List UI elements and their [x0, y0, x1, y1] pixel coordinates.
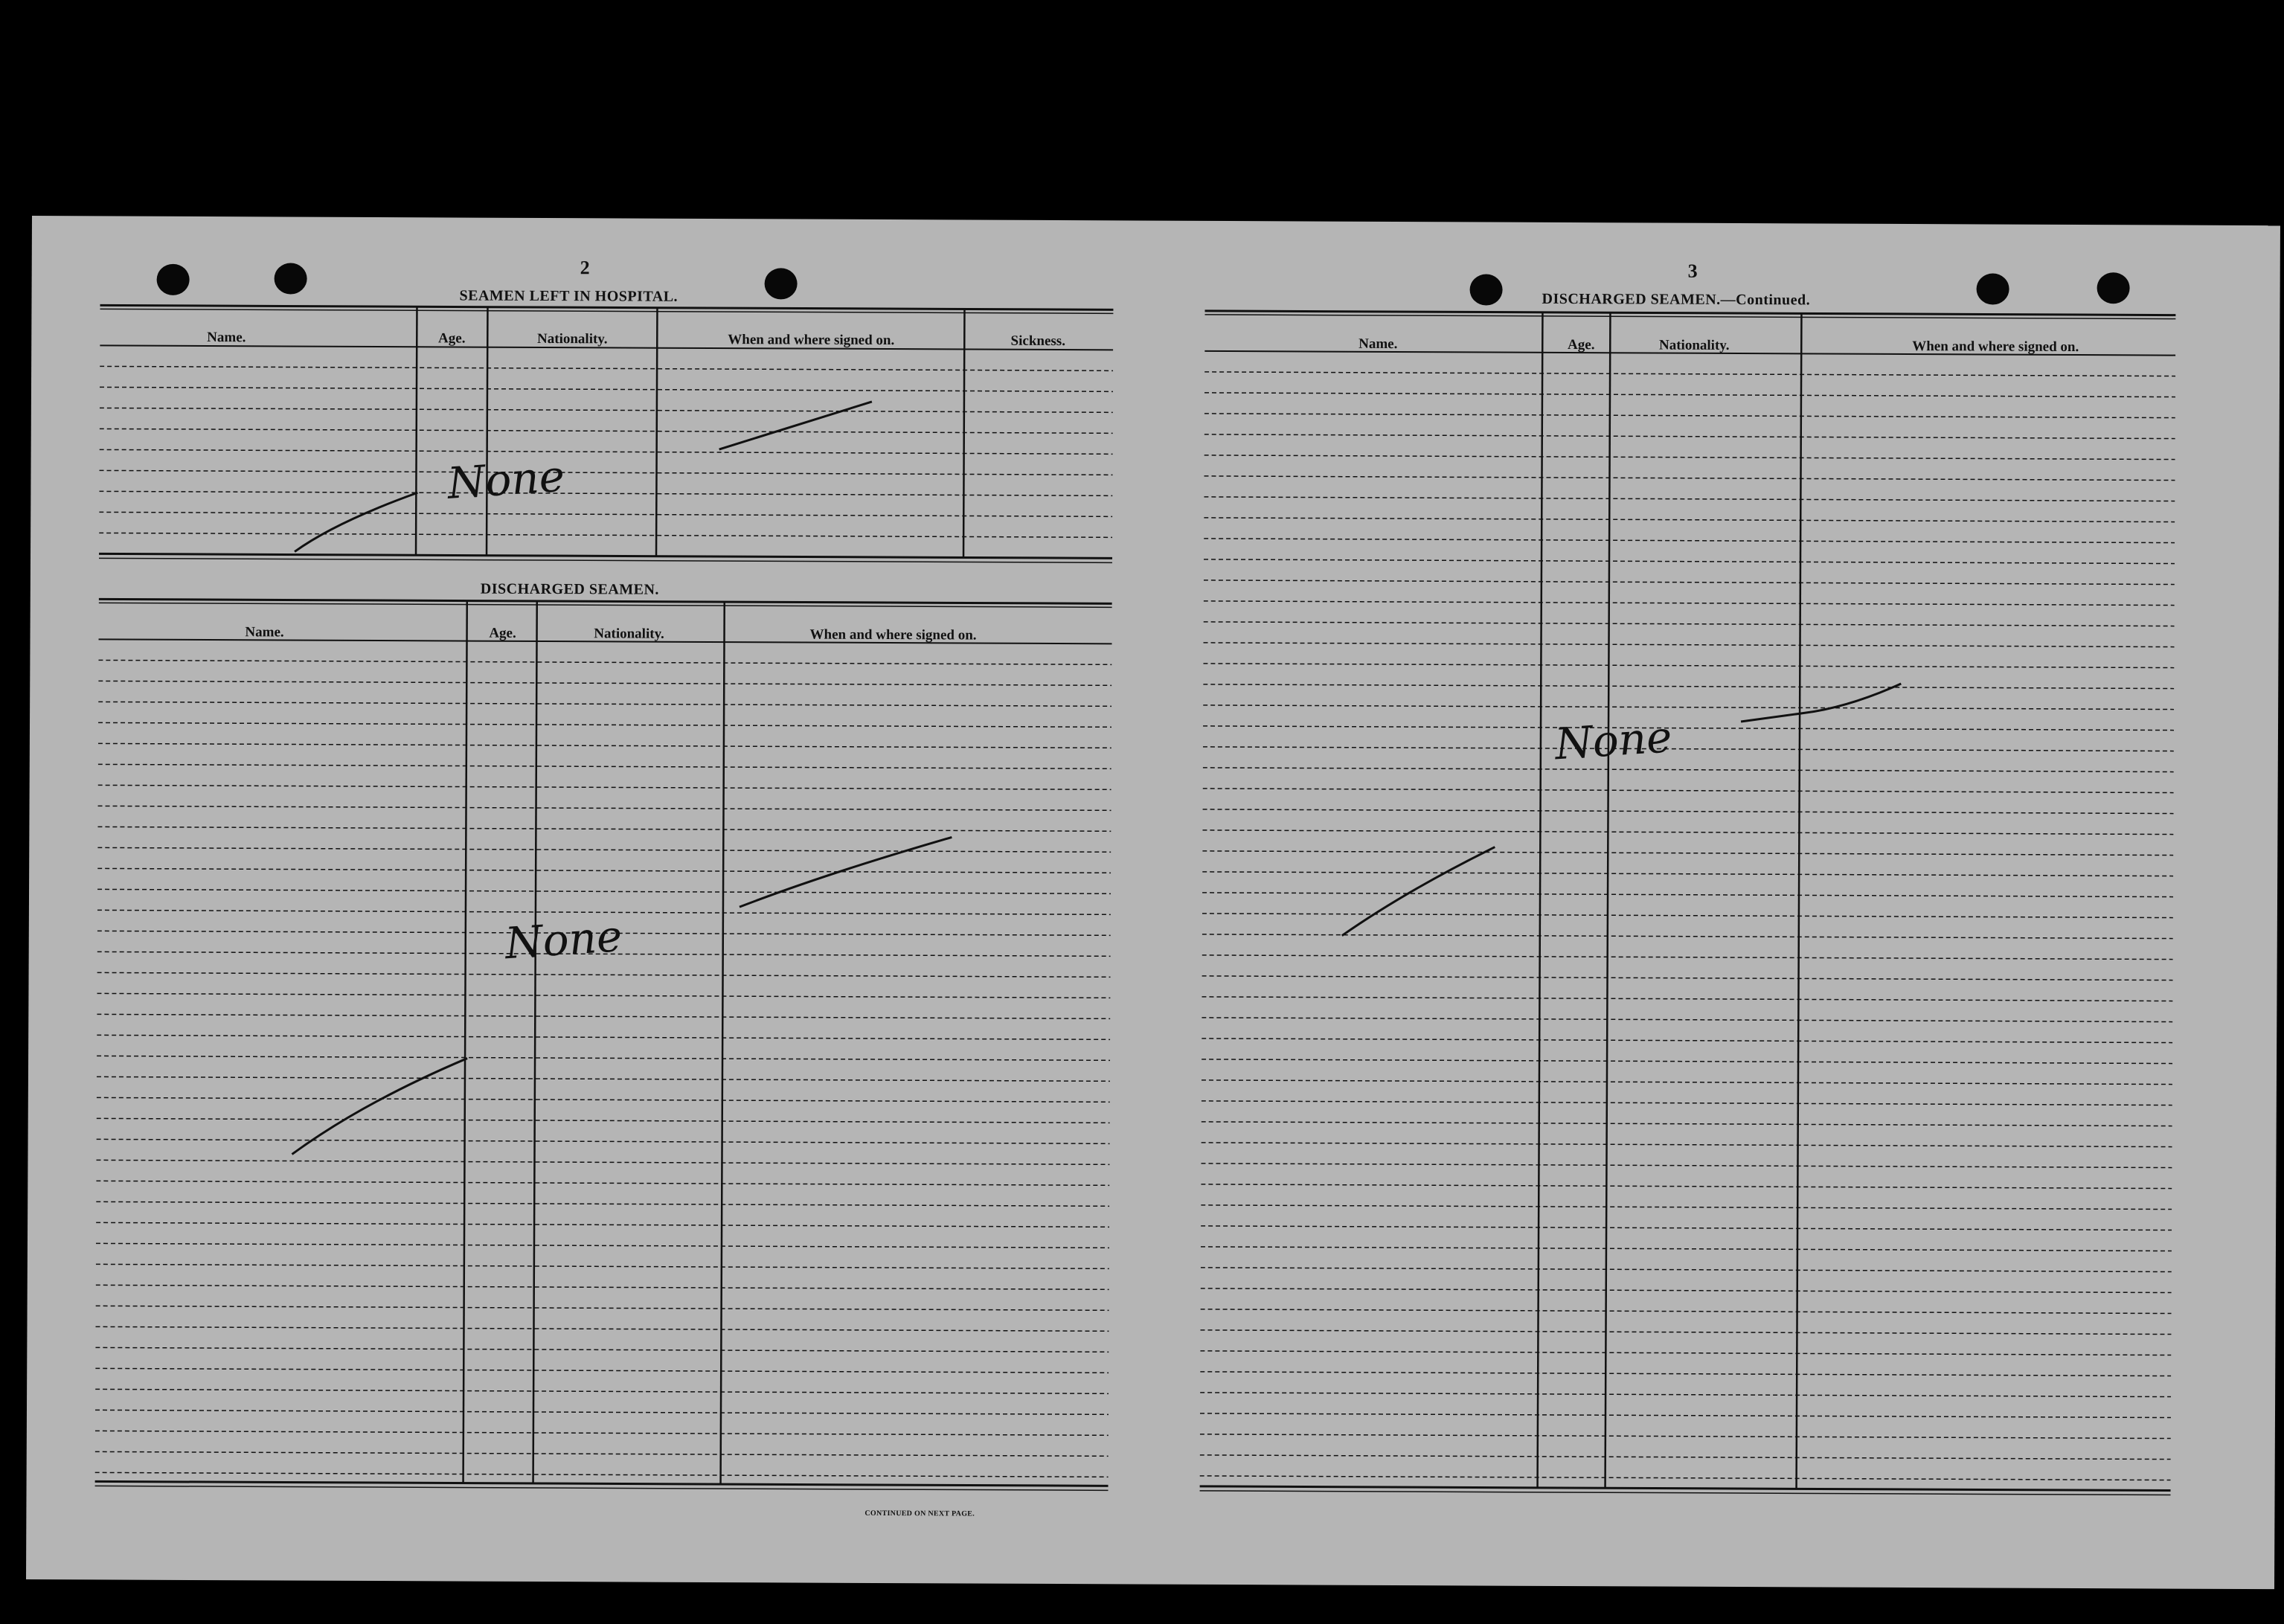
- ruling-line: [98, 660, 1111, 664]
- ruling-line: [1204, 601, 2175, 606]
- punch-hole: [275, 263, 307, 294]
- punch-hole: [2097, 272, 2130, 304]
- left-discharged-handwritten-none: None: [503, 911, 624, 969]
- ruling-line: [1203, 789, 2174, 793]
- ruling-line: [96, 1306, 1109, 1310]
- ruling-line: [96, 1285, 1109, 1289]
- ruling-line: [97, 1076, 1110, 1081]
- ruling-line: [97, 1097, 1110, 1102]
- page-number-left: 2: [580, 257, 590, 279]
- ruling-line: [1204, 622, 2175, 626]
- left-discharged-col-when-where: When and where signed on.: [809, 626, 977, 643]
- ruling-line: [1201, 1205, 2172, 1210]
- right-discharged-col-name: Name.: [1358, 336, 1398, 353]
- ruling-line: [1200, 1330, 2171, 1335]
- ruling-line: [98, 681, 1111, 685]
- ruling-line: [97, 972, 1111, 977]
- ruling-line: [95, 1389, 1109, 1393]
- ruling-line: [1201, 1184, 2172, 1189]
- left-discharged-cancel-mark-2: [288, 1050, 475, 1163]
- ruling-line: [1203, 747, 2174, 751]
- ruling-line: [1202, 1122, 2172, 1126]
- ruling-line: [95, 1368, 1109, 1373]
- hospital-cancel-mark-2: [716, 397, 879, 458]
- ruling-line: [1201, 1288, 2172, 1293]
- document-sheet: [26, 216, 2280, 1589]
- ruling-line: [1201, 1309, 2172, 1314]
- ruling-line: [1200, 1372, 2171, 1376]
- ruling-line: [1202, 1101, 2172, 1105]
- ruling-line: [95, 1347, 1109, 1352]
- ruling-line: [1201, 1164, 2172, 1168]
- ruling-line: [97, 1035, 1110, 1039]
- ruling-line: [1201, 1226, 2172, 1230]
- hospital-col-name: Name.: [207, 330, 246, 346]
- left-discharged-cancel-mark: [736, 832, 959, 915]
- ruling-line: [98, 764, 1111, 768]
- ruling-line: [95, 1472, 1109, 1477]
- right-discharged-handwritten-none: None: [1553, 711, 1674, 770]
- ruling-line: [1204, 539, 2175, 543]
- hospital-handwritten-none: None: [446, 450, 566, 509]
- ruling-line: [1201, 1247, 2172, 1251]
- hospital-table-title: SEAMEN LEFT IN HOSPITAL.: [459, 287, 679, 305]
- ruling-line: [1200, 1393, 2171, 1397]
- ruling-line: [1202, 976, 2173, 981]
- ruling-line: [95, 1431, 1109, 1435]
- ruling-line: [1204, 497, 2175, 501]
- ruling-line: [95, 1326, 1109, 1331]
- ruling-line: [98, 722, 1111, 727]
- ruling-line: [1203, 726, 2174, 731]
- punch-holes: [32, 216, 2280, 225]
- ruling-line: [1204, 476, 2175, 481]
- left-discharged-col-nationality: Nationality.: [594, 626, 664, 642]
- ruling-line: [96, 1160, 1109, 1164]
- hospital-col-age: Age.: [438, 330, 466, 347]
- right-discharged-col-when-where: When and where signed on.: [1912, 338, 2079, 356]
- punch-hole: [1977, 273, 2009, 304]
- left-discharged-table: [94, 597, 1111, 1505]
- hospital-col-nationality: Nationality.: [536, 330, 608, 347]
- ruling-line: [1204, 414, 2175, 418]
- ruling-line: [1202, 830, 2173, 835]
- ruling-line: [96, 1181, 1109, 1185]
- ruling-line: [1200, 1455, 2171, 1460]
- ruling-line: [1202, 955, 2173, 960]
- ruling-line: [95, 1410, 1109, 1414]
- ruling-line: [1202, 1080, 2172, 1085]
- ruling-line: [98, 702, 1111, 706]
- ruling-line: [1203, 684, 2174, 689]
- left-discharged-table-title: DISCHARGED SEAMEN.: [480, 580, 660, 598]
- ruling-line: [1203, 809, 2174, 814]
- ruling-line: [1202, 1143, 2172, 1147]
- ruling-line: [97, 827, 1111, 831]
- ruling-line: [1204, 580, 2175, 585]
- ruling-line: [1202, 1018, 2172, 1022]
- page-number-right: 3: [1687, 260, 1698, 282]
- ruling-line: [97, 1014, 1110, 1018]
- ruling-line: [1204, 643, 2175, 647]
- right-discharged-cancel-mark: [1737, 677, 1908, 730]
- ruling-line: [96, 1222, 1109, 1227]
- right-discharged-cancel-mark-2: [1338, 839, 1503, 944]
- ruling-line: [96, 1201, 1109, 1206]
- ruling-line: [1203, 664, 2174, 668]
- ruling-line: [1204, 434, 2175, 439]
- ruling-line: [1202, 1039, 2172, 1043]
- right-discharged-col-nationality: Nationality.: [1658, 337, 1730, 353]
- hospital-col-sickness: Sickness.: [1010, 333, 1066, 350]
- ruling-line: [1204, 372, 2175, 376]
- ruling-line: [98, 743, 1111, 748]
- ruling-line: [1200, 1351, 2171, 1355]
- ruling-line: [97, 993, 1110, 998]
- right-discharged-col-age: Age.: [1568, 337, 1595, 353]
- ruling-line: [1200, 1413, 2171, 1418]
- ruling-line: [1203, 705, 2174, 710]
- left-discharged-col-name: Name.: [245, 624, 284, 641]
- punch-hole: [1469, 274, 1502, 305]
- hospital-cancel-mark: [291, 485, 425, 560]
- ruling-line: [1200, 1434, 2171, 1439]
- ruling-line: [1204, 559, 2175, 564]
- ruling-line: [97, 1056, 1110, 1060]
- hospital-col-when-where: When and where signed on.: [728, 332, 895, 349]
- ruling-line: [1200, 1476, 2171, 1480]
- left-discharged-col-age: Age.: [489, 625, 516, 641]
- ruling-line: [1203, 768, 2174, 772]
- ruling-line: [98, 806, 1111, 810]
- ruling-line: [96, 1243, 1109, 1248]
- continued-footer: CONTINUED ON NEXT PAGE.: [864, 1509, 975, 1518]
- punch-hole: [157, 264, 190, 295]
- ruling-line: [1201, 1268, 2172, 1272]
- ruling-line: [96, 1264, 1109, 1268]
- ruling-line: [1204, 393, 2175, 397]
- ruling-line: [97, 1139, 1110, 1143]
- punch-hole: [765, 268, 798, 299]
- ruling-line: [1204, 455, 2175, 460]
- ruling-line: [97, 1118, 1110, 1123]
- ruling-line: [98, 785, 1111, 789]
- ruling-line: [1202, 997, 2172, 1001]
- ruling-line: [1202, 1059, 2172, 1064]
- ruling-line: [95, 1451, 1109, 1456]
- ruling-line: [1204, 518, 2175, 522]
- right-discharged-table-title: DISCHARGED SEAMEN.—Continued.: [1542, 290, 1811, 309]
